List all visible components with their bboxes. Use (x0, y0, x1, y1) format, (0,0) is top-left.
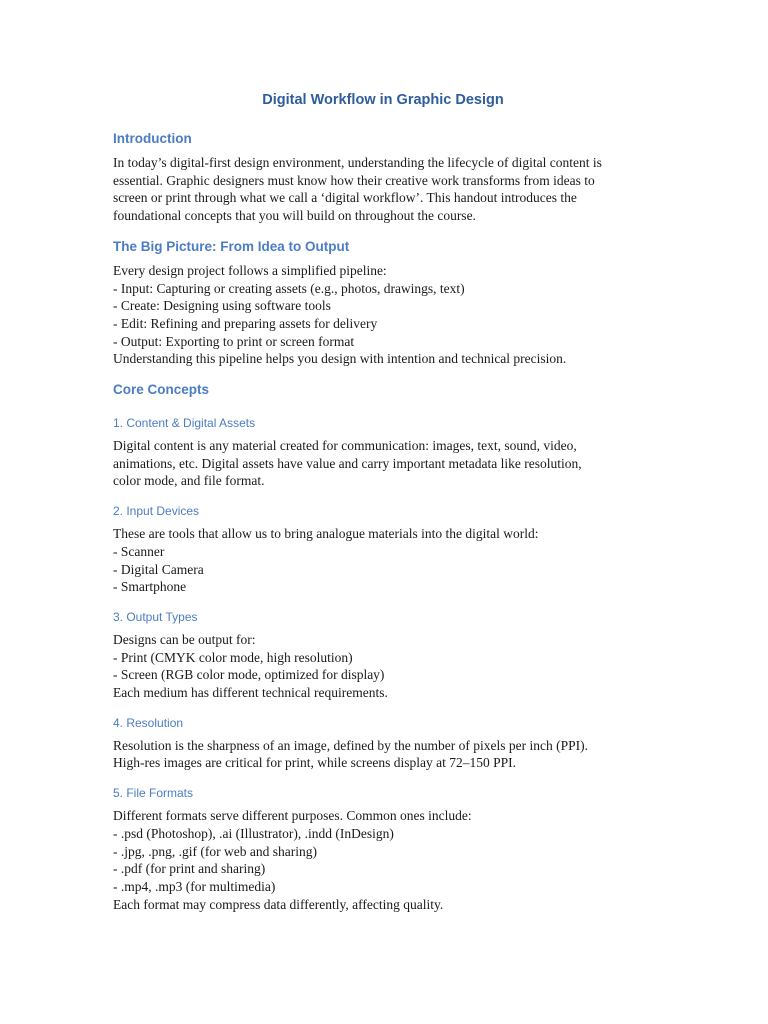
paragraph-line: screen or print through what we call a ‘digital workflow’. This handout introduces the (113, 190, 577, 206)
subsection-heading-content-assets: 1. Content & Digital Assets (113, 416, 256, 431)
resolution-paragraph (113, 737, 643, 772)
paragraph-line: Resolution is the sharpness of an image, defined by the number of pixels per inch (PPI). (113, 737, 589, 753)
list-item: - .pdf (for print and sharing) (113, 861, 266, 877)
output-types-paragraph (113, 631, 643, 702)
list-item: - Scanner (113, 543, 165, 559)
paragraph-line: Understanding this pipeline helps you design with intention and technical precision. (113, 351, 567, 367)
paragraph-line: color mode, and file format. (113, 473, 265, 489)
paragraph-line: These are tools that allow us to bring analogue materials into the digital world: (113, 526, 539, 542)
section-heading-introduction: Introduction (113, 131, 192, 146)
document-title: Digital Workflow in Graphic Design (262, 92, 504, 108)
subsection-heading-output-types: 3. Output Types (113, 609, 198, 624)
paragraph-line: animations, etc. Digital assets have value and carry important metadata like resolution, (113, 455, 582, 471)
list-item: - Digital Camera (113, 561, 204, 577)
list-item: - Edit: Refining and preparing assets for delivery (113, 315, 378, 331)
list-item: - Input: Capturing or creating assets (e.g., photos, drawings, text) (113, 280, 465, 296)
paragraph-line: Every design project follows a simplified pipeline: (113, 262, 387, 278)
list-item: - .mp4, .mp3 (for multimedia) (113, 878, 276, 894)
list-item: - Output: Exporting to print or screen format (113, 333, 355, 349)
paragraph-line: In today’s digital-first design environment, understanding the lifecycle of digital content is (113, 155, 602, 170)
list-item: - .jpg, .png, .gif (for web and sharing) (113, 843, 317, 859)
paragraph-line: Each format may compress data differently, affecting quality. (113, 896, 444, 912)
input-devices-paragraph (113, 525, 643, 596)
paragraph-line: essential. Graphic designers must know how their creative work transforms from ideas to (113, 172, 595, 188)
document-content (113, 90, 643, 913)
list-item: - Print (CMYK color mode, high resolution) (113, 649, 353, 665)
paragraph-line: Designs can be output for: (113, 631, 256, 647)
section-heading-big-picture: The Big Picture: From Idea to Output (113, 238, 350, 254)
paragraph-line: Different formats serve different purposes. Common ones include: (113, 808, 472, 824)
content-assets-paragraph (113, 437, 643, 490)
list-item: - Smartphone (113, 579, 187, 595)
paragraph-line: Digital content is any material created for communication: images, text, sound, video, (113, 438, 577, 454)
subsection-heading-file-formats: 5. File Formats (113, 786, 194, 801)
list-item: - Create: Designing using software tools (113, 298, 331, 314)
subsection-heading-input-devices: 2. Input Devices (113, 504, 200, 519)
subsection-heading-resolution: 4. Resolution (113, 715, 184, 730)
paragraph-line: Each medium has different technical requirements. (113, 685, 388, 701)
big-picture-paragraph (113, 262, 643, 368)
file-formats-paragraph (113, 807, 643, 913)
list-item: - Screen (RGB color mode, optimized for display) (113, 667, 385, 683)
section-heading-core-concepts: Core Concepts (113, 382, 210, 398)
paragraph-line: High-res images are critical for print, while screens display at 72–150 PPI. (113, 755, 517, 771)
list-item: - .psd (Photoshop), .ai (Illustrator), .indd (InDesign) (113, 825, 394, 841)
paragraph-line: foundational concepts that you will build on throughout the course. (113, 208, 476, 224)
introduction-paragraph (113, 154, 643, 225)
